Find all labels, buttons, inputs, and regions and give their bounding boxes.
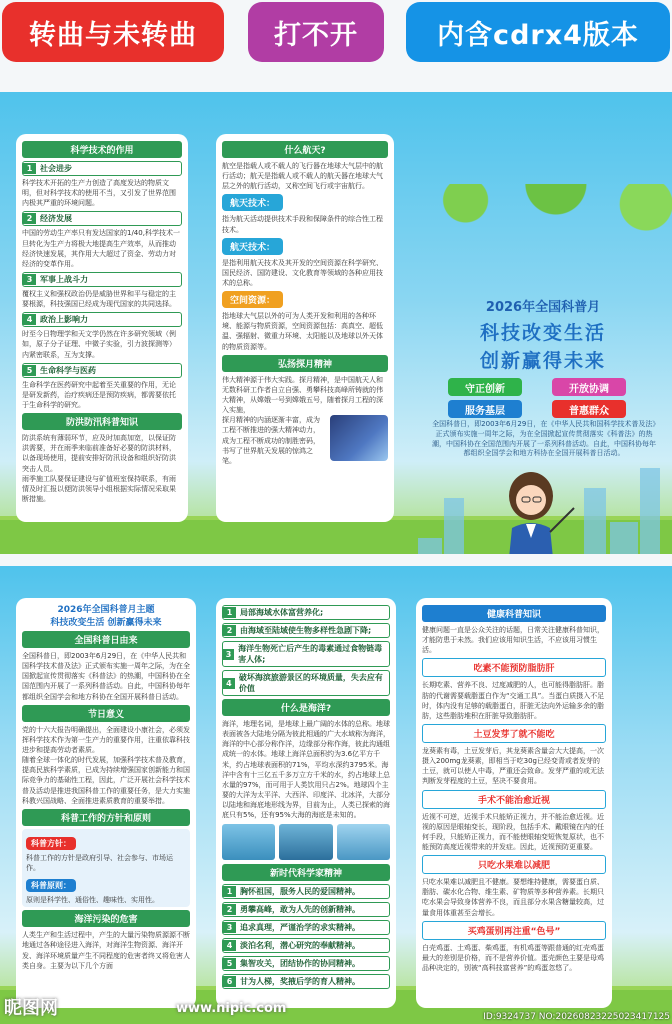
harm-item: 2 由海域至陆域使生物多样性急剧下降;	[222, 623, 390, 638]
watermark-id: ID:9324737 NO:20260823225023417125	[483, 1012, 670, 1022]
principle-label: 科普原则：	[26, 879, 76, 892]
section-label: 航天技术：	[222, 194, 283, 211]
badge-cannot-open: 打不开	[248, 2, 384, 62]
cover-title-2: 创新赢得未来	[479, 350, 606, 372]
flood-title: 防洪防汛科普知识	[22, 413, 182, 430]
spirit-body-2: 探月精神的内涵逐渐丰富，成为工程不断推进的强大精神动力，成为工程不断成功的制胜密码，书写了世界航天发展的惊鸿之笔。	[222, 416, 320, 465]
day-body: 全国科普日，即2003年6月29日，在《中华人民共和国科学技术普及法》正式颁布实施一周年之际，为在全国掀起宣传贯彻落实《科普法》的热潮，中国科协在全国范围内开展了一系列科普活动。自此，中国科协每年都组织全国学会和地方科协在全国开展科普日活动。	[22, 652, 190, 701]
watermark-logo: 昵图网	[4, 998, 58, 1019]
policy-body: 科普工作的方针是政府引导、社会参与、市场运作。	[26, 853, 173, 872]
sea-harm-body: 人类生产和生活过程中，产生的大量污染物质源源不断地通过各种途径进入海洋，对海洋生物资源、海洋开发、海洋环境质量产生不同程度的危害者终又将危害人类自身。主要为以下几个方面	[22, 931, 190, 970]
policy-label: 科普方针：	[26, 837, 76, 850]
panel-science-month	[16, 598, 196, 1008]
panel-title: 什么航天?	[222, 141, 388, 158]
item-header: 5 生命科学与医药	[22, 363, 182, 378]
spirit-item: 5 集智攻关，团结协作的协同精神。	[222, 956, 390, 971]
panel-title: 健康科普知识	[422, 605, 606, 622]
item-header: 4 政治上影响力	[22, 312, 182, 327]
panel-ocean	[216, 598, 396, 1008]
harm-item: 4 破坏海滨旅游景区的环境质量，失去应有价值	[222, 670, 390, 696]
cover-intro: 全国科普日，即2003年6月29日，在《中华人民共和国科学技术普及法》正式颁布实施一周年之际，为在全国掀起宣传贯彻落实《科普法》的热潮，中国科协在全国范围内开展了一系列科普活动。自此，中国科协每年都组织全国学会和地方科协在全国开展科普日活动。	[432, 420, 656, 458]
tip-title: 买鸡蛋别再注重“色号”	[422, 921, 606, 940]
theme-head: 2026年全国科普月主题	[57, 605, 155, 615]
section-body: 是指利用航天技术及其开发的空间资源在科学研究、国民经济、国防建设、文化教育等领域的各种应用技术的总称。	[222, 258, 383, 287]
health-intro: 健康问题一直是公众关注的话题，日常关注健康科普知识，才能防患于未然。我们应该用知识生活，不应该用习惯生活。	[422, 626, 604, 655]
section-title: 海洋污染的危害	[22, 910, 190, 927]
panel-title: 科学技术的作用	[22, 141, 182, 158]
item-body: 生命科学在医药研究中起着至关重要的作用，无论是研发新药，治疗疾病还是预防疾病，都需要依托于生命科学的研究。	[22, 380, 176, 409]
tag-red: 普惠群众	[552, 400, 626, 418]
section-title: 节日意义	[22, 705, 190, 722]
spirit-item: 4 淡泊名利，潜心研究的奉献精神。	[222, 938, 390, 953]
section-title: 科普工作的方针和原则	[22, 809, 190, 826]
section-title: 新时代科学家精神	[222, 864, 390, 881]
teacher-illustration	[486, 468, 576, 554]
aerospace-body: 航空是指载人或不载人的飞行器在地球大气层中的航行活动；航天是指载人或不载人的航天器在地球大气层之外的航行活动，又称空间飞行或宇宙航行。	[222, 162, 383, 191]
policy-box	[22, 829, 190, 907]
tag-green: 守正创新	[448, 378, 522, 396]
cover-year: 2026年全国科普月	[485, 300, 601, 315]
tag-blue: 服务基层	[448, 400, 522, 418]
section-body: 指为航天活动提供技术手段和保障条件的综合性工程技术。	[222, 215, 383, 234]
tip-body: 近视不可逆，近视手术只能矫正视力，并不能治愈近视。近视的原因是眼轴变长，现阶段，包括手术、戴眼镜在内的任何手段，只能矫正视力，而不能使眼轴变短恢复原状，也不能预防高度近视带来的并发症。因此，近视预防更重要。	[422, 812, 604, 851]
meaning-body-2: 随着全球一体化的时代发展，加强科学技术普及教育，提高民族科学素质，已成为持续增强国家创新能力和国际竞争力的基础性工程，因此，广泛开展社会科学技术普及活动是推进我国科普工作的重要任务，是大力实施科教兴国战略、全面推进素质教育的重要举措。	[22, 756, 190, 805]
ocean-image-2	[279, 824, 332, 860]
spirit-body: 伟大精神源于伟大实践。探月精神，是中国航天人和无数科研工作者自立自强、勇攀科技高峰所铸就的伟大精神，从嫦娥一号到嫦娥五号，随着探月工程的深入实施，	[222, 375, 383, 415]
section-title: 什么是海洋?	[222, 699, 390, 716]
harm-item: 3 海洋生物死亡后产生的毒素通过食物链毒害人体;	[222, 641, 390, 667]
cover-panel	[414, 184, 672, 554]
tip-body: 白壳鸡蛋、土鸡蛋、柴鸡蛋，有机鸡蛋等跟普通的红壳鸡蛋最大的差别是价格，而不是营养价值。蛋壳颜色主要是母鸡品种决定的，别被“高科技富营养”的鸡蛋忽悠了。	[422, 943, 604, 972]
item-header: 2 经济发展	[22, 211, 182, 226]
badge-cdr-version: 内含cdrx4版本	[406, 2, 670, 62]
flood-body-2: 雨季施工队要保证建设与矿值班室保持联系，有雨情及时汇报以便防洪领导小组根据实际情况采取果断措施。	[22, 474, 176, 503]
item-body: 时至今日物理学和天文学仍然在许多研究领域（例如，原子分子证理、中微子实验，引力波探测等）内紧密联系，互为支撑。	[22, 330, 176, 359]
tip-body: 只吃水果难以减肥且不健康。要想维持健康，需要蛋白质、脂肪、碳水化合物、维生素、矿物质等多种营养素。长期只吃水果会导致身体营养不良，而且部分水果含糖量较高，过量食用体重甚至会增长。	[422, 878, 604, 917]
item-body: 科学技术开拓的生产力创造了高度发达的物质文明，但对科学技术的使用不当，又引发了世界范围内极其严重的环境问题。	[22, 179, 176, 208]
spirit-row	[222, 375, 388, 416]
theme-slogan: 科技改变生活 创新赢得未来	[50, 618, 162, 628]
tip-title: 手术不能治愈近视	[422, 790, 606, 809]
flood-body-1: 防洪系统有薄弱环节，应及时加高加宽，以保证防洪需要，并在雨季来临前准备好必要的防洪材料，以备现场使用，提前安排好防汛设备和组织好防洪突击人员。	[22, 434, 176, 473]
spirit-item: 1 胸怀祖国，服务人民的爱国精神。	[222, 884, 390, 899]
panel-health	[416, 598, 612, 1008]
tip-title: 吃素不能预防脂肪肝	[422, 658, 606, 677]
moon-rover-image	[330, 415, 388, 461]
section-label: 航天技术：	[222, 238, 283, 255]
item-header: 3 军事上战斗力	[22, 272, 182, 287]
watermark-site: www.nipic.com	[176, 1001, 287, 1016]
item-header: 1 社会进步	[22, 161, 182, 176]
spirit-title: 弘扬探月精神	[222, 355, 388, 372]
section-label: 空间资源：	[222, 291, 283, 308]
ocean-image-1	[222, 824, 275, 860]
panel-science-role	[16, 134, 188, 522]
tip-title: 土豆发芽了就不能吃	[422, 724, 606, 743]
spirit-item: 3 追求真理，严谨治学的求实精神。	[222, 920, 390, 935]
leaves-decoration	[414, 184, 672, 264]
item-body: 中国的劳动生产率只有发达国家的1/40,科学技术一旦转化为生产力将极大地提高生产效率，从而推动经济快速发展，其作用大大超过了资金、劳动力对经济的变革作用。	[22, 229, 180, 268]
ocean-images	[222, 824, 390, 860]
tip-body: 长期吃素、营养不良、过度减肥的人，也可能得脂肪肝。脂肪的代谢需要载脂蛋白作为“交通工具”。当蛋白质摄入不足时，体内没有足够的载脂蛋白，肝脏无法向外运输多余的脂肪，这些脂肪堆积在肝脏导致脂肪肝。	[422, 681, 605, 720]
section-body: 指地球大气层以外的可为人类开发和利用的各种环境、能源与物质资源，空间资源包括：高真空、超低温、强辐射、微重力环境、太阳能以及地球以外天体的物质资源等。	[222, 312, 383, 351]
spirit-item: 6 甘为人梯，奖掖后学的育人精神。	[222, 974, 390, 989]
ocean-body: 海洋，地理名词，是地球上最广阔的水体的总称。地球表面被各大陆地分隔为彼此相通的广大水域称为海洋，海洋的中心部分称作洋，边缘部分称作海，彼此沟通组成统一的水体。地球上海洋总面积约为3.6亿平方千米，约占地球表面积的71%，平均水深约3795米。海洋中含有十三亿五千多万立方千米的水，约占地球上总水量的97%，而可用于人类饮用只占2%。地球四个主要的大洋为太平洋、大西洋、印度洋、北冰洋，大部分以陆地和海底地形线为界，目前为止，人类已探索的海底只有5%，还有95%大海的海底是未知的。	[222, 720, 390, 820]
cover-title-1: 科技改变生活	[479, 322, 606, 344]
panel-aerospace	[216, 134, 394, 522]
tag-pink: 开放协调	[552, 378, 626, 396]
harm-item: 1 局部海域水体富营养化;	[222, 605, 390, 620]
tip-body: 龙葵素有毒，土豆发芽后，其龙葵素含量会大大提高，一次摄入200mg龙葵素，即相当于吃30g已经变青或者发芽的土豆，就可以使人中毒，严重还会致命。发芽严重的或无法判断发芽程度的土豆，坚决不要食用。	[422, 746, 604, 786]
section-title: 全国科普日由来	[22, 631, 190, 648]
ocean-image-3	[337, 824, 390, 860]
spirit-item: 2 勇攀高峰，敢为人先的创新精神。	[222, 902, 390, 917]
trifold-outside	[0, 92, 672, 554]
item-body: 覆权主义和强权政治仍是威胁世界和平与稳定的主要根源，科技强国已经成为现代国家的共同选择。	[22, 289, 176, 309]
spirit-row-2	[222, 415, 388, 466]
meaning-body-1: 党的十六大报告明确提出，全面建设小康社会，必须发挥科学技术作为第一生产力的重要作用，注重依靠科技进步和提高劳动者素质。	[22, 725, 190, 754]
tip-title: 只吃水果难以减肥	[422, 855, 606, 874]
principle-body: 原则是科学性、通俗性、趣味性、实用性。	[26, 896, 159, 905]
trifold-inside	[0, 566, 672, 1024]
badge-converted: 转曲与未转曲	[2, 2, 224, 62]
